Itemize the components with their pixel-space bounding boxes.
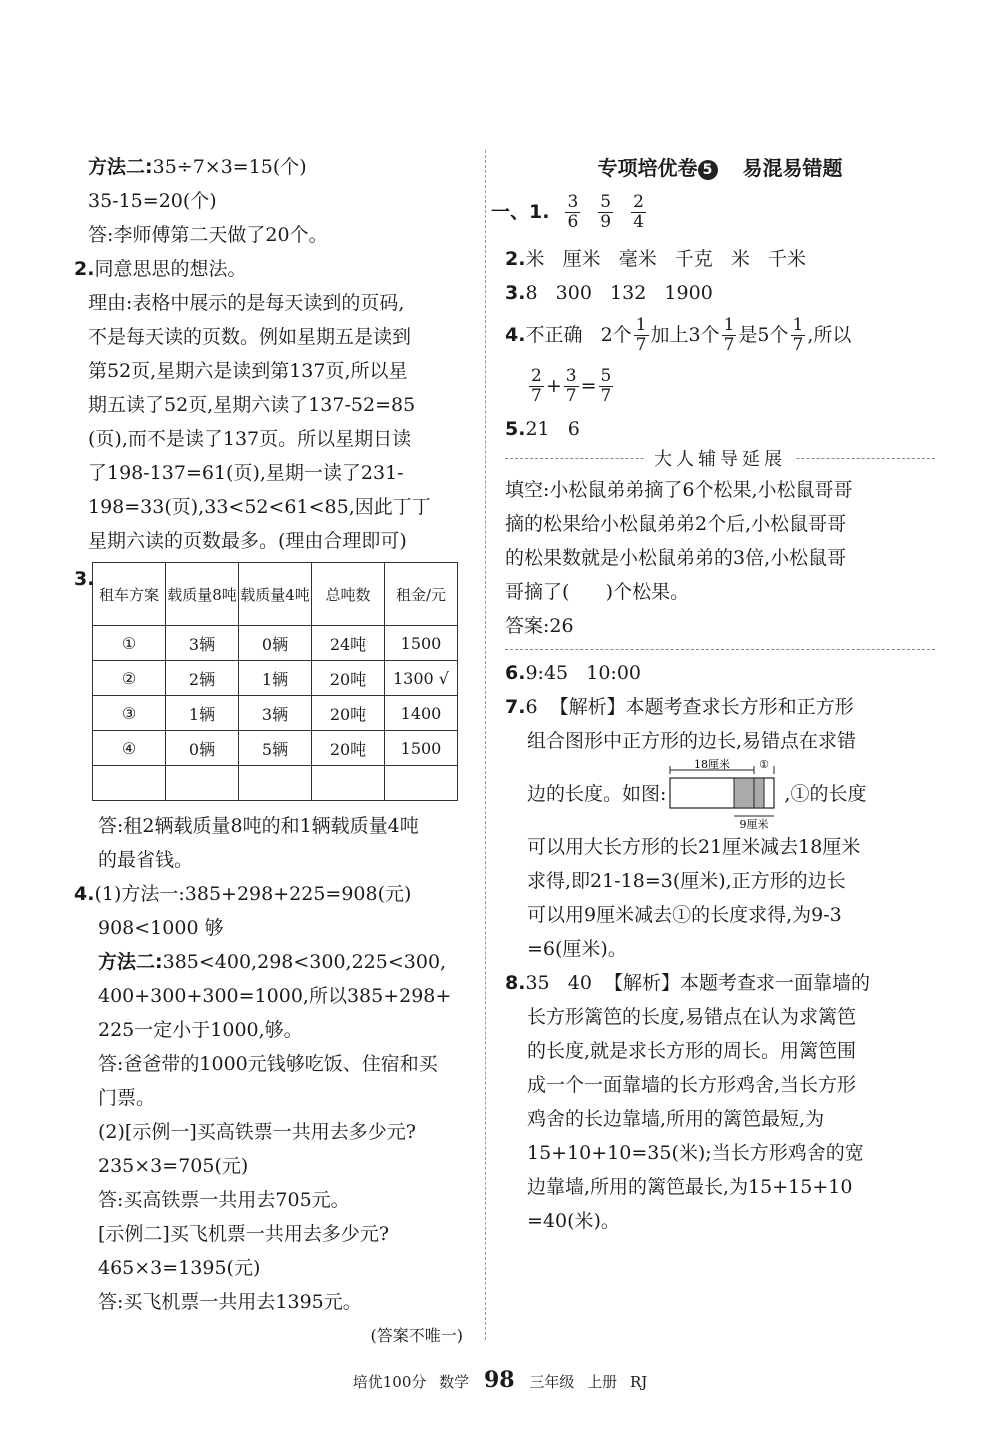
table-cell [239,766,312,801]
circled-number: 5 [698,160,718,180]
edition: RJ [629,1373,648,1391]
left-column [74,150,473,1353]
table-cell: 1400 [385,696,458,731]
reason-line: (页),而不是读了137页。所以星期日读 [88,428,412,450]
answer-line: 方法二:35÷7×3=15(个) [88,156,307,178]
volume: 上册 [587,1373,618,1391]
answer-line: (2)[示例一]买高铁票一共用去多少元? [98,1121,416,1143]
extension-line: 摘的松果给小松鼠弟弟2个后,小松鼠哥哥 [505,513,847,535]
table-header-cell: 载质量8吨 [166,563,239,626]
answer-8: 8.35 40 【解析】本题考查求一面靠墙的 [505,972,871,994]
fraction-equation: $\frac{2}{7}$ + $\frac{3}{7}$ = $\frac{5}{7}$ [531,365,612,406]
answer-line: 15+10+10=35(米);当长方形鸡舍的宽 [527,1142,864,1164]
answer-5: 5.21 6 [505,418,580,440]
table-row [93,731,458,766]
answer-1: 一、1. $\frac{3}{6}$ $\frac{5}{9}$ $\frac{2}{4}$ [491,191,644,232]
table-row [93,626,458,661]
table-cell: 1300 √ [385,661,458,696]
answer-line: 鸡舍的长边靠墙,所用的篱笆最短,为 [527,1108,825,1130]
table-header-row [93,563,458,626]
parent-extension-box [505,449,935,650]
table-header-cell: 总吨数 [312,563,385,626]
answer-line: 可以用9厘米减去①的长度求得,为9-3 [527,904,842,926]
grade: 三年级 [529,1373,575,1391]
extension-line: 的松果数就是小松鼠弟弟的3倍,小松鼠哥 [505,547,847,569]
reason-line: 期五读了52页,星期六读了137-52=85 [88,394,416,416]
table-cell: ③ [93,696,166,731]
table-cell: 2辆 [166,661,239,696]
table-row [93,696,458,731]
answer-line: 答:买高铁票一共用去705元。 [98,1189,350,1211]
extension-line: 哥摘了( )个松果。 [505,581,690,603]
extension-text [505,473,935,609]
answer-line: 225一定小于1000,够。 [98,1019,303,1041]
answer-line: 成一个一面靠墙的长方形鸡舍,当长方形 [527,1074,857,1096]
table-cell: ① [93,626,166,661]
table-header-cell: 租金/元 [385,563,458,626]
table-cell: 3辆 [239,696,312,731]
table-row [93,766,458,801]
answer-7: 7.6 【解析】本题考查求长方形和正方形 [505,696,854,718]
answer-line: 35-15=20(个) [88,190,217,212]
answer-4: 4. 不正确 2个 $\frac{1}{7}$ 加上3个 $\frac{1}{7}$ 是5个 $\frac{1}{7}$ ,所以 [505,314,852,355]
question-4-heading: 4.(1)方法一:385+298+225=908(元) [74,883,412,905]
table-cell: ② [93,661,166,696]
table-cell: 20吨 [312,661,385,696]
answer-line: 的最省钱。 [98,849,194,871]
reason-line: 第52页,星期六是读到第137页,所以星 [88,360,408,382]
answer-2: 2.米 厘米 毫米 千克 米 千米 [505,248,807,270]
answer-line: 方法二:385<400,298<300,225<300, [98,951,447,973]
fraction: $\frac{3}{7}$ [565,365,577,406]
answer-line: 的长度,就是求长方形的周长。用篱笆围 [527,1040,857,1062]
answer-line: =6(厘米)。 [527,938,627,960]
column-divider [485,150,486,1340]
fraction: $\frac{2}{4}$ [633,191,644,232]
fraction: $\frac{5}{9}$ [600,191,612,232]
table-cell: 3辆 [166,626,239,661]
answer-line: 边靠墙,所用的篱笆最长,为15+15+10 [527,1176,853,1198]
table-header-cell: 租车方案 [93,563,166,626]
fraction: $\frac{5}{7}$ [600,365,612,406]
question-2-reason [88,286,473,558]
reason-line: 理由:表格中展示的是每天读到的页码, [88,292,405,314]
reason-line: 198=33(页),33<52<61<85,因此丁丁 [88,496,431,518]
reason-line: 了198-137=61(页),星期一读了231- [88,462,404,484]
fraction: $\frac{3}{6}$ [567,191,579,232]
answer-line: 可以用大长方形的长21厘米减去18厘米 [527,836,861,858]
answer-line: 门票。 [98,1087,156,1109]
answer-3: 3.8 300 132 1900 [505,282,713,304]
reason-line: 星期六读的页数最多。(理由合理即可) [88,530,407,552]
answer-line: 答:李师傅第二天做了20个。 [88,224,328,246]
answer-line: 答:爸爸带的1000元钱够吃饭、住宿和买 [98,1053,438,1075]
book-name: 培优100分 [352,1373,427,1391]
answer-line: 465×3=1395(元) [98,1257,261,1279]
answer-line: 长方形篱笆的长度,易错点在认为求篱笆 [527,1006,857,1028]
answer-line: 答:租2辆载质量8吨的和1辆载质量4吨 [98,815,419,837]
rectangle-diagram [666,758,784,830]
answer-line: 235×3=705(元) [98,1155,249,1177]
answer-line: 求得,即21-18=3(厘米),正方形的边长 [527,870,846,892]
table-cell: 0辆 [239,626,312,661]
answer-line: 908<1000 够 [98,917,224,939]
table-cell: 0辆 [166,731,239,766]
table-cell [312,766,385,801]
fraction: $\frac{2}{7}$ [531,365,542,406]
table-cell [385,766,458,801]
answer-6: 6.9:45 10:00 [505,662,641,684]
fraction: $\frac{1}{7}$ [723,314,735,355]
table-cell: 5辆 [239,731,312,766]
reason-line: 不是每天读的页数。例如星期五是读到 [88,326,412,348]
answer-line: 组合图形中正方形的边长,易错点在求错 [527,730,857,752]
table-cell: 1500 [385,626,458,661]
extension-heading: 大人辅导延展 [505,458,935,463]
right-column [491,150,935,1238]
answer-note: (答案不唯一) [370,1326,463,1345]
fraction: $\frac{1}{7}$ [635,314,647,355]
diagram-label-circle: ① [759,758,770,771]
answer-line: [示例二]买飞机票一共用去多少元? [98,1223,390,1245]
diagram-label-top: 18厘米 [694,758,731,771]
extension-answer: 答案:26 [505,615,574,637]
answer-line: 答:买飞机票一共用去1395元。 [98,1291,362,1313]
section-title: 专项培优卷 5 易混易错题 [597,156,843,180]
extension-line: 填空:小松鼠弟弟摘了6个松果,小松鼠哥哥 [505,479,853,501]
table-row [93,661,458,696]
table-cell: 1500 [385,731,458,766]
table-cell: ④ [93,731,166,766]
table-cell: 1辆 [239,661,312,696]
question-2-heading: 2.同意思思的想法。 [74,258,247,280]
answer-line: =40(米)。 [527,1210,620,1232]
answer-line: 400+300+300=1000,所以385+298+ [98,985,452,1007]
page-number: 98 [483,1367,515,1393]
table-header-cell: 载质量4吨 [239,563,312,626]
table-cell [93,766,166,801]
table-cell: 24吨 [312,626,385,661]
subject: 数学 [439,1373,470,1391]
table-cell: 1辆 [166,696,239,731]
fraction: $\frac{1}{7}$ [792,314,804,355]
answer-line-with-diagram: 边的长度。如图: 18厘米 ① 9厘米 ,①的长度 [527,758,867,830]
page-footer [0,1367,1000,1393]
table-cell: 20吨 [312,696,385,731]
table-cell: 20吨 [312,731,385,766]
diagram-label-bottom: 9厘米 [739,818,769,830]
rental-plan-table [92,562,458,801]
question-3: 3. 租车方案 载质量8吨 载质量4吨 总吨数 租金/元 ① 3辆 0辆 24吨 1500 ② 2辆 1辆 20吨 1300 √ ③ 1辆 3辆 20吨 1400 ④ 0辆 5辆 20吨 1500 [74,562,473,801]
table-cell [166,766,239,801]
